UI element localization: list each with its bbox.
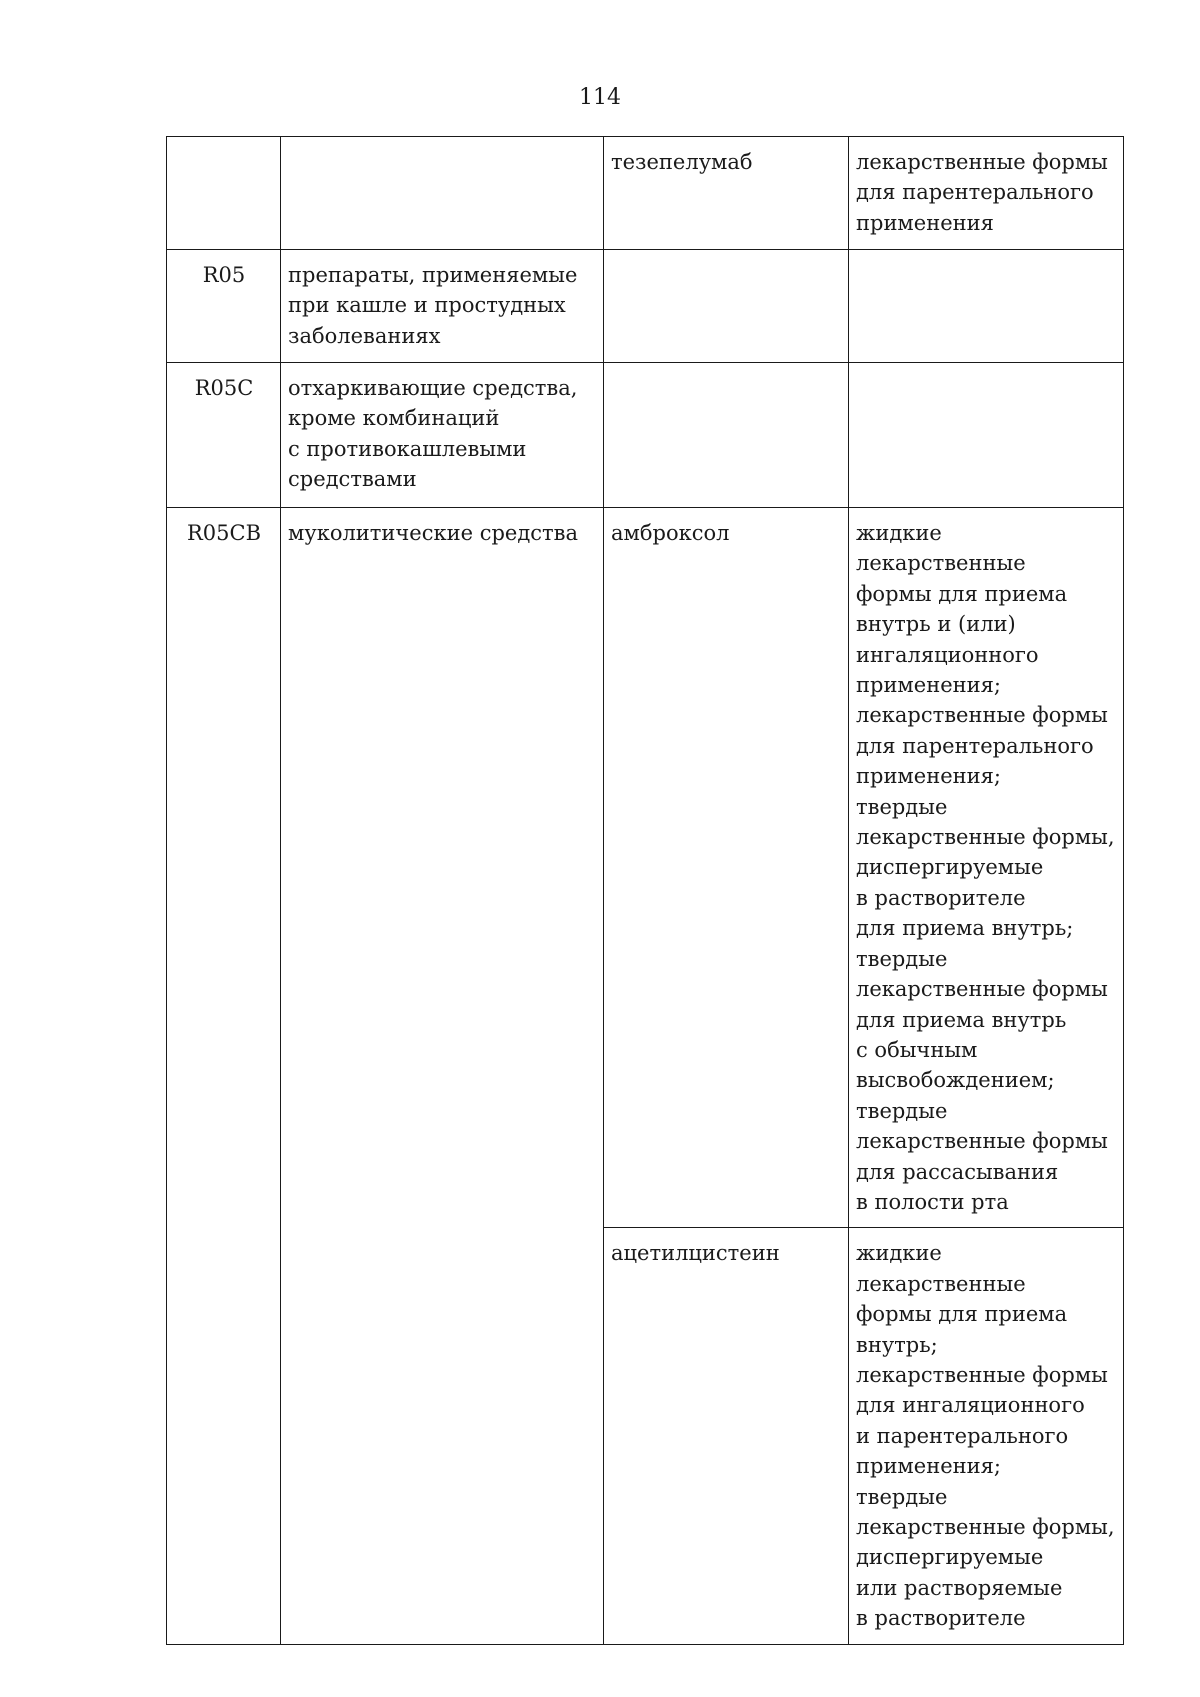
group-cell: [281, 137, 604, 250]
group-cell: препараты, применяемые при кашле и простудных заболеваниях: [281, 250, 604, 363]
table-row: [167, 508, 1124, 1228]
atc-code-cell: R05CB: [167, 508, 281, 1645]
atc-code-cell: R05: [167, 250, 281, 363]
dosage-form-cell: лекарственные формы для парентерального применения: [849, 137, 1124, 250]
drug-cell: тезепелумаб: [604, 137, 849, 250]
drug-cell: ацетилцистеин: [604, 1228, 849, 1644]
atc-code-cell: R05C: [167, 363, 281, 508]
group-cell: муколитические средства: [281, 508, 604, 1645]
medication-table: [166, 136, 1124, 1645]
drug-cell: [604, 363, 849, 508]
dosage-form-cell: [849, 363, 1124, 508]
atc-code-cell: [167, 137, 281, 250]
page-number: 114: [579, 85, 621, 110]
table-row: [167, 363, 1124, 508]
table-row: [167, 137, 1124, 250]
dosage-form-cell: жидкие лекарственные формы для приема внутрь и (или) ингаляционного применения; лекарственные формы для парентерального применения; твердые лекарственные формы, диспергируемые в растворителе для приема внутрь; твердые лекарственные формы для приема внутрь с обычным высвобождением; твердые лекарственные формы для рассасывания в полости рта: [849, 508, 1124, 1228]
drug-cell: [604, 250, 849, 363]
table-row: [167, 250, 1124, 363]
drug-cell: амброксол: [604, 508, 849, 1228]
dosage-form-cell: жидкие лекарственные формы для приема внутрь; лекарственные формы для ингаляционного и парентерального применения; твердые лекарственные формы, диспергируемые или растворяемые в растворителе: [849, 1228, 1124, 1644]
group-cell: отхаркивающие средства, кроме комбинаций с противокашлевыми средствами: [281, 363, 604, 508]
dosage-form-cell: [849, 250, 1124, 363]
